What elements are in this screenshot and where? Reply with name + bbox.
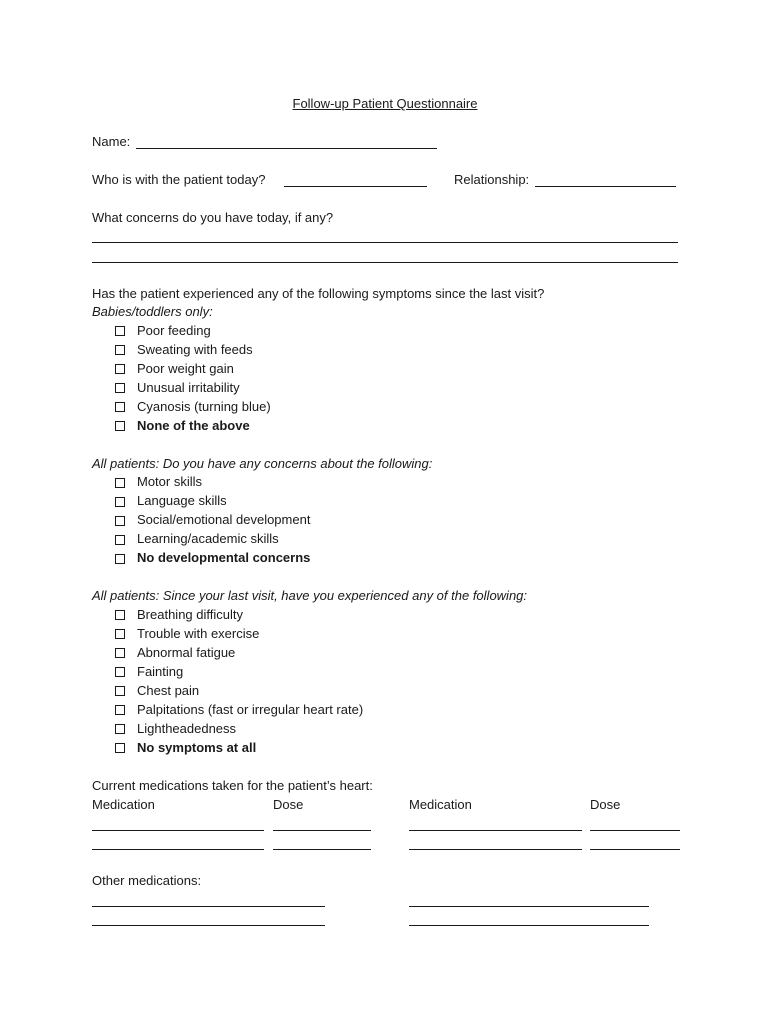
medication-field[interactable] <box>92 830 264 831</box>
checkbox-breathing-difficulty[interactable] <box>115 610 125 620</box>
checkbox-social-emotional[interactable] <box>115 516 125 526</box>
checkbox-language-skills[interactable] <box>115 497 125 507</box>
checkbox-trouble-with-exercise[interactable] <box>115 629 125 639</box>
relationship-label: Relationship: <box>454 172 530 187</box>
development-heading: All patients: Do you have any concerns about the following: <box>92 456 433 471</box>
option-label: Motor skills <box>137 474 203 489</box>
option-label: Lightheadedness <box>137 721 237 736</box>
relationship-field[interactable] <box>535 186 676 187</box>
checkbox-no-developmental-concerns[interactable] <box>115 554 125 564</box>
dose-field[interactable] <box>590 849 680 850</box>
concerns-label: What concerns do you have today, if any? <box>92 210 334 225</box>
option-label: Poor feeding <box>137 323 211 338</box>
other-medication-field[interactable] <box>92 925 325 926</box>
medication-field[interactable] <box>409 849 582 850</box>
with-patient-field[interactable] <box>284 186 427 187</box>
checkbox-none-of-the-above[interactable] <box>115 421 125 431</box>
option-label: Sweating with feeds <box>137 342 253 357</box>
checkbox-palpitations[interactable] <box>115 705 125 715</box>
medication-field[interactable] <box>92 849 264 850</box>
option-label: Unusual irritability <box>137 380 240 395</box>
other-medications-label: Other medications: <box>92 873 202 888</box>
other-medication-field[interactable] <box>92 906 325 907</box>
dose-field[interactable] <box>273 830 371 831</box>
since-visit-heading: All patients: Since your last visit, have you experienced any of the following: <box>92 588 528 603</box>
option-label: Abnormal fatigue <box>137 645 236 660</box>
other-medication-field[interactable] <box>409 906 649 907</box>
option-label: Learning/academic skills <box>137 531 279 546</box>
option-label: Palpitations (fast or irregular heart rate) <box>137 702 364 717</box>
option-label: Social/emotional development <box>137 512 311 527</box>
dose-field[interactable] <box>590 830 680 831</box>
checkbox-motor-skills[interactable] <box>115 478 125 488</box>
option-label: None of the above <box>137 418 250 433</box>
medication-column-header: Medication <box>92 797 155 812</box>
option-label: Chest pain <box>137 683 200 698</box>
checkbox-fainting[interactable] <box>115 667 125 677</box>
page-title: Follow-up Patient Questionnaire <box>292 96 478 111</box>
option-label: Poor weight gain <box>137 361 234 376</box>
checkbox-cyanosis[interactable] <box>115 402 125 412</box>
option-label: Language skills <box>137 493 227 508</box>
with-patient-label: Who is with the patient today? <box>92 172 266 187</box>
option-label: Breathing difficulty <box>137 607 243 622</box>
option-label: Fainting <box>137 664 184 679</box>
medications-heading: Current medications taken for the patient’s heart: <box>92 778 373 793</box>
dose-column-header: Dose <box>273 797 304 812</box>
checkbox-lightheadedness[interactable] <box>115 724 125 734</box>
babies-heading: Babies/toddlers only: <box>92 304 213 319</box>
checkbox-abnormal-fatigue[interactable] <box>115 648 125 658</box>
name-field[interactable] <box>136 148 437 149</box>
option-label: Cyanosis (turning blue) <box>137 399 271 414</box>
symptoms-question: Has the patient experienced any of the following symptoms since the last visit? <box>92 286 545 301</box>
name-label: Name: <box>92 134 131 149</box>
medication-column-header: Medication <box>409 797 472 812</box>
checkbox-sweating-with-feeds[interactable] <box>115 345 125 355</box>
option-label: No symptoms at all <box>137 740 257 755</box>
medication-field[interactable] <box>409 830 582 831</box>
checkbox-unusual-irritability[interactable] <box>115 383 125 393</box>
checkbox-no-symptoms[interactable] <box>115 743 125 753</box>
checkbox-poor-feeding[interactable] <box>115 326 125 336</box>
checkbox-chest-pain[interactable] <box>115 686 125 696</box>
option-label: Trouble with exercise <box>137 626 260 641</box>
concerns-field-line-1[interactable] <box>92 242 678 243</box>
checkbox-learning-academic[interactable] <box>115 535 125 545</box>
dose-column-header: Dose <box>590 797 621 812</box>
concerns-field-line-2[interactable] <box>92 262 678 263</box>
dose-field[interactable] <box>273 849 371 850</box>
other-medication-field[interactable] <box>409 925 649 926</box>
checkbox-poor-weight-gain[interactable] <box>115 364 125 374</box>
option-label: No developmental concerns <box>137 550 311 565</box>
